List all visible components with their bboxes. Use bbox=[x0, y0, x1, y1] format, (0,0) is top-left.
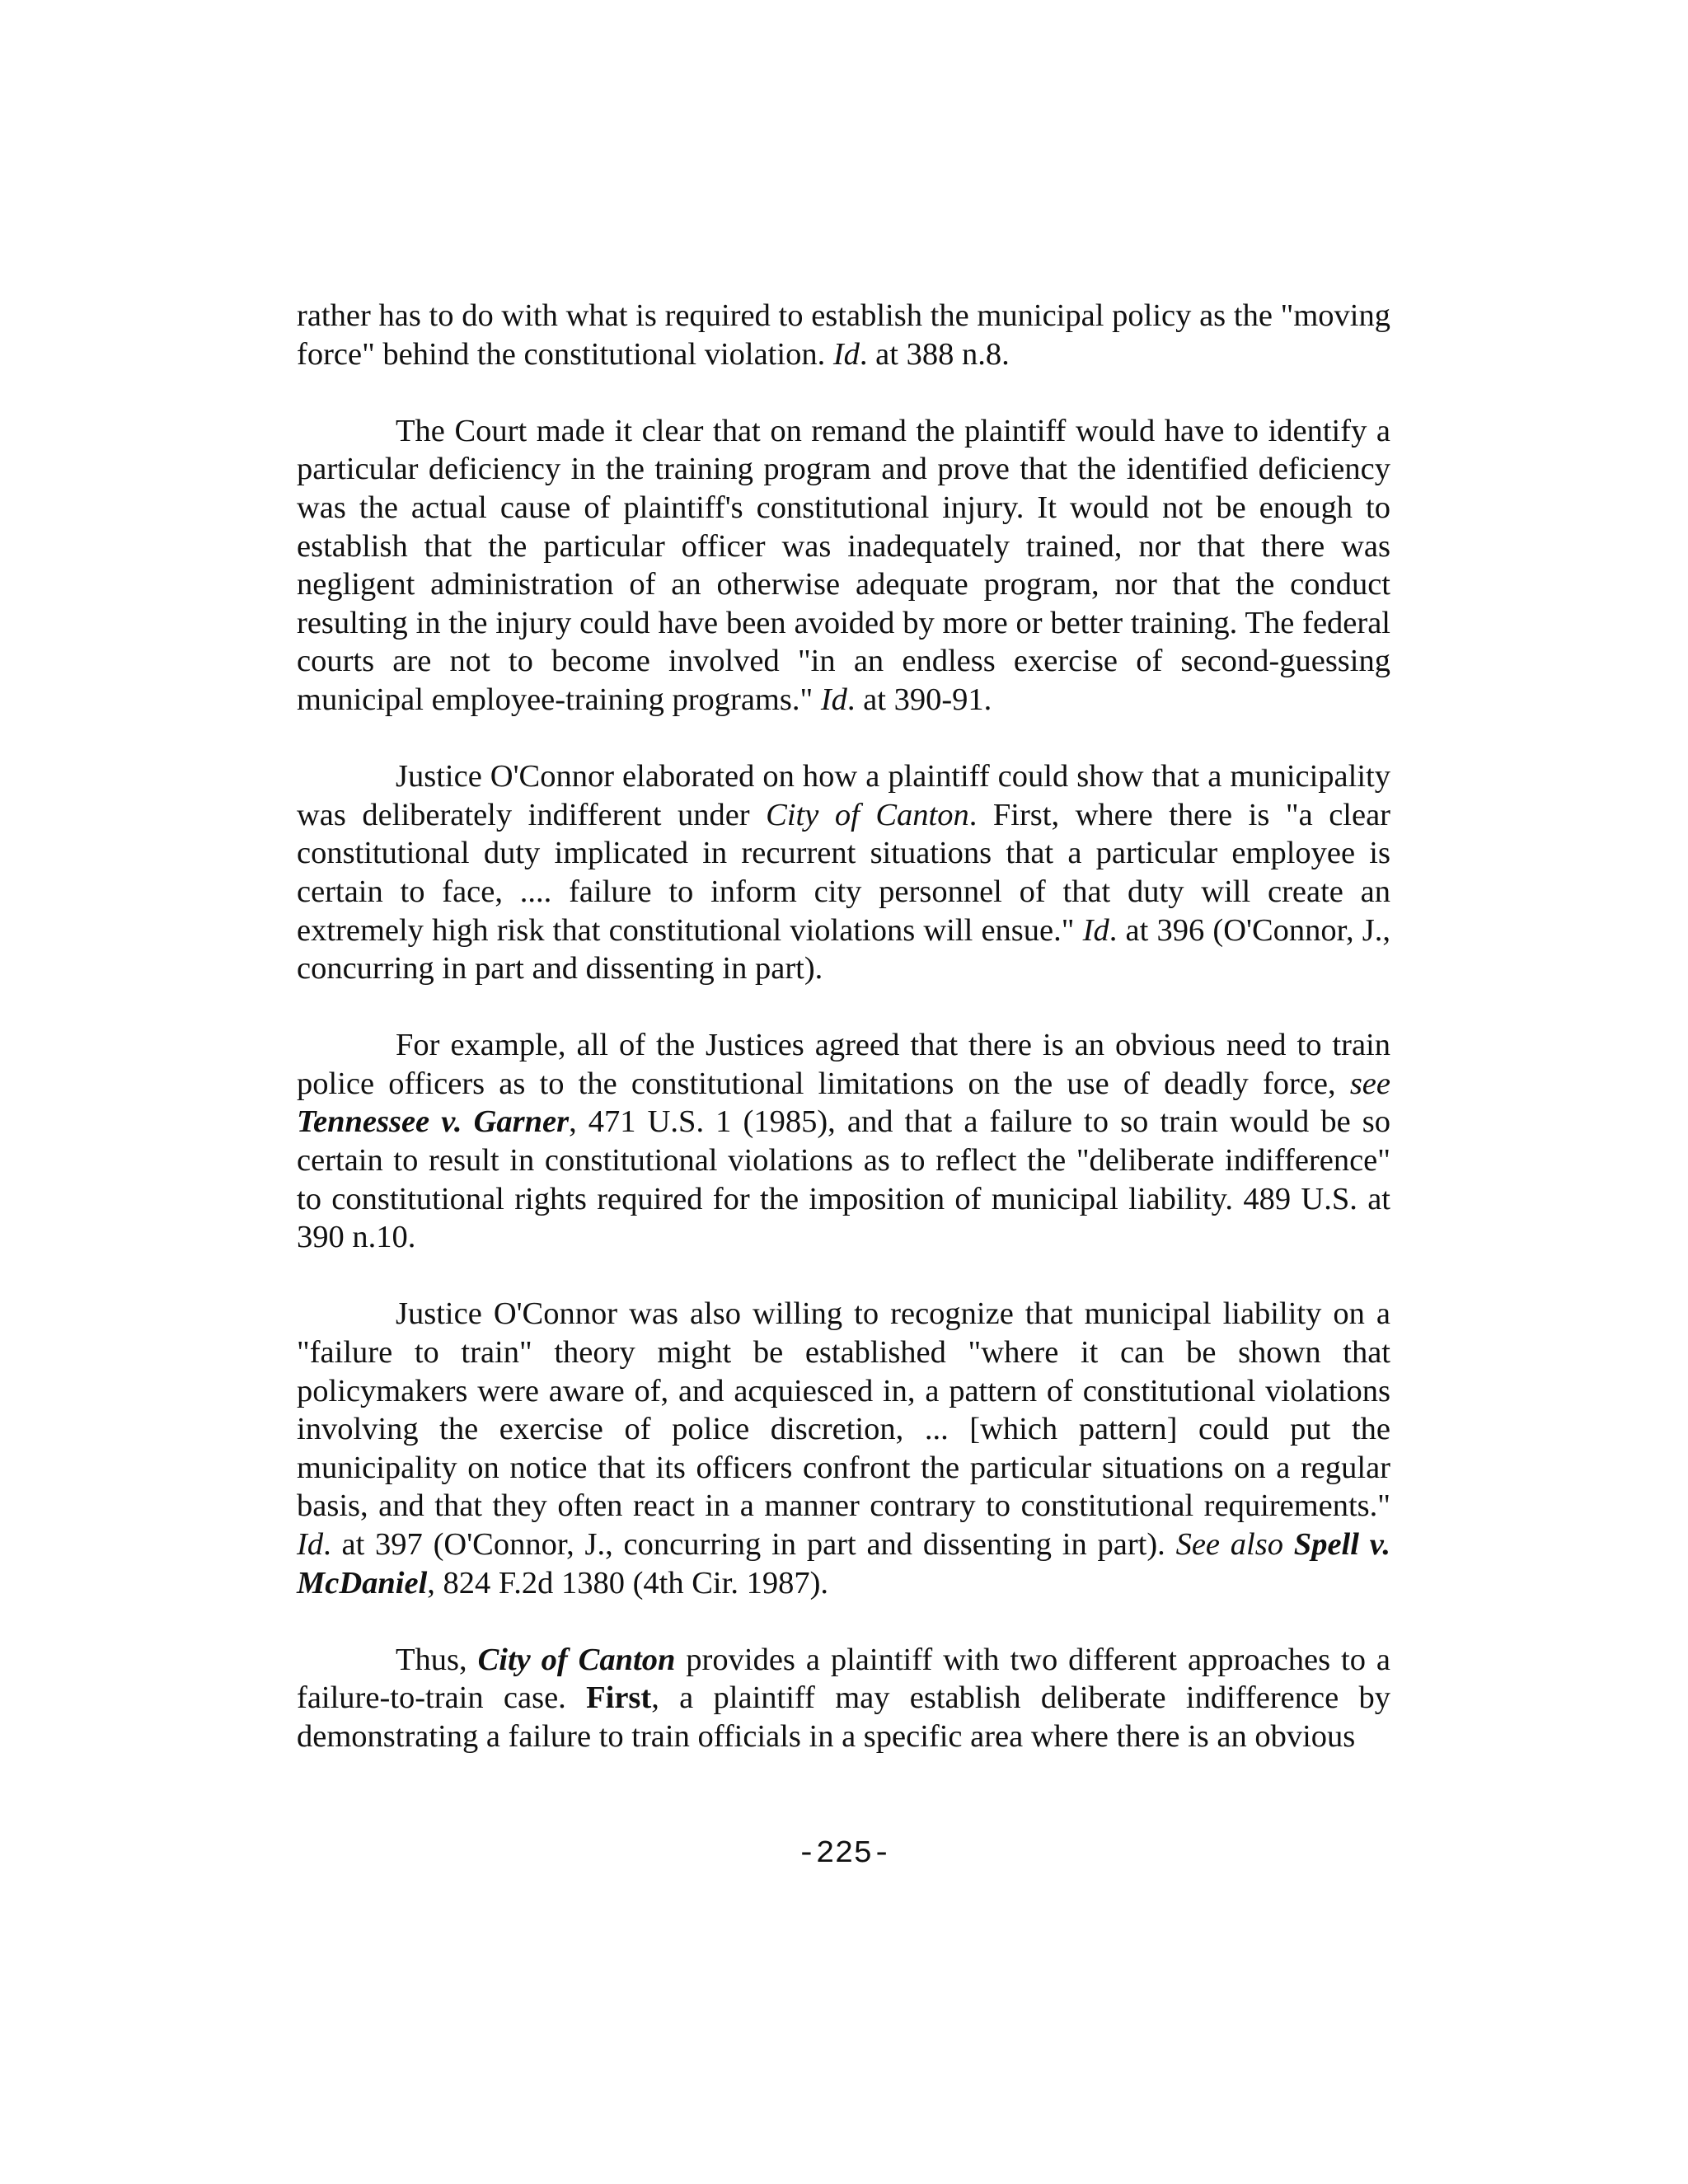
text-run: , 471 U.S. 1 (1985), and that a failure to so train would be so certain to result in constitutional violations as to reflect the "deliberate indifference" to constitutional rights required for the imposition of municipal liability. 489 U.S. at 390 n.10. bbox=[297, 1104, 1390, 1255]
text-run bbox=[1283, 1527, 1294, 1562]
text-run: For example, all of the Justices agreed that there is an obvious need to train police officers as to the constitutional limitations on the use of deadly force, bbox=[297, 1028, 1390, 1101]
paragraph bbox=[297, 1295, 1390, 1602]
body-text bbox=[297, 297, 1390, 1794]
citation-text: Id bbox=[1082, 912, 1109, 948]
citation-text: Id bbox=[820, 682, 847, 717]
paragraph bbox=[297, 297, 1390, 373]
citation-text: see bbox=[1349, 1066, 1390, 1101]
text-run: Justice O'Connor was also willing to recognize that municipal liability on a "failure to train" theory might be established "where it can be shown that policymakers were aware of, and acquiesced in, a pattern of constitutional violations involving the exercise of police discretion, ... [which pattern] could put the municipality on notice that its officers confront the particular situations on a regular basis, and that they often react in a manner contrary to constitutional requirements." bbox=[297, 1296, 1390, 1524]
citation-text: City of Canton bbox=[766, 797, 969, 832]
paragraph bbox=[297, 412, 1390, 719]
text-run: Thus, bbox=[396, 1642, 478, 1677]
text-run: Justice O'Connor elaborated on how a plaintiff could show that a municipality was deliberately indifferent under bbox=[297, 759, 1390, 832]
text-run: . at 388 n.8. bbox=[859, 336, 1010, 372]
paragraph bbox=[297, 757, 1390, 988]
text-run: . at 397 (O'Connor, J., concurring in part and dissenting in part). bbox=[323, 1527, 1176, 1562]
citation-text: City of Canton bbox=[477, 1642, 676, 1677]
text-run: The Court made it clear that on remand the plaintiff would have to identify a particular deficiency in the training program and prove that the identified deficiency was the actual cause of plaintiff's constitutional injury. It would not be enough to establish that the particular officer was inadequately trained, nor that there was negligent administration of an otherwise adequate program, nor that the conduct resulting in the injury could have been avoided by more or better training. The federal courts are not to become involved "in an endless exercise of second-guessing municipal employee-training programs." bbox=[297, 413, 1390, 717]
text-run: , a plaintiff may establish deliberate indifference by demonstrating a failure to train officials in a specific area where there is an obvious bbox=[297, 1680, 1390, 1754]
text-run: . First, where there is "a clear constitutional duty implicated in recurrent situations that a particular employee is certain to face, .... failure to inform city personnel of that duty will create an extremely high risk that constitutional violations will ensue." bbox=[297, 797, 1391, 948]
citation-text: Id bbox=[297, 1527, 324, 1562]
text-run: rather has to do with what is required to establish the municipal policy as the "moving force" behind the constitutional violation. bbox=[297, 298, 1390, 372]
page-number: -225- bbox=[796, 1836, 892, 1872]
paragraph bbox=[297, 1641, 1390, 1756]
citation-text: Tennessee v. Garner bbox=[297, 1104, 570, 1140]
citation-text: Spell v. McDaniel bbox=[297, 1527, 1391, 1601]
citation-text: Id bbox=[832, 336, 860, 372]
citation-text: First bbox=[586, 1680, 652, 1716]
text-run: . at 390-91. bbox=[846, 682, 992, 717]
text-run: provides a plaintiff with two different approaches to a failure-to-train case. bbox=[297, 1642, 1390, 1716]
text-run: , 824 F.2d 1380 (4th Cir. 1987). bbox=[427, 1565, 829, 1601]
text-run: . at 396 (O'Connor, J., concurring in part and dissenting in part). bbox=[297, 912, 1390, 987]
citation-text: See also bbox=[1175, 1527, 1283, 1562]
paragraph bbox=[297, 1026, 1390, 1257]
